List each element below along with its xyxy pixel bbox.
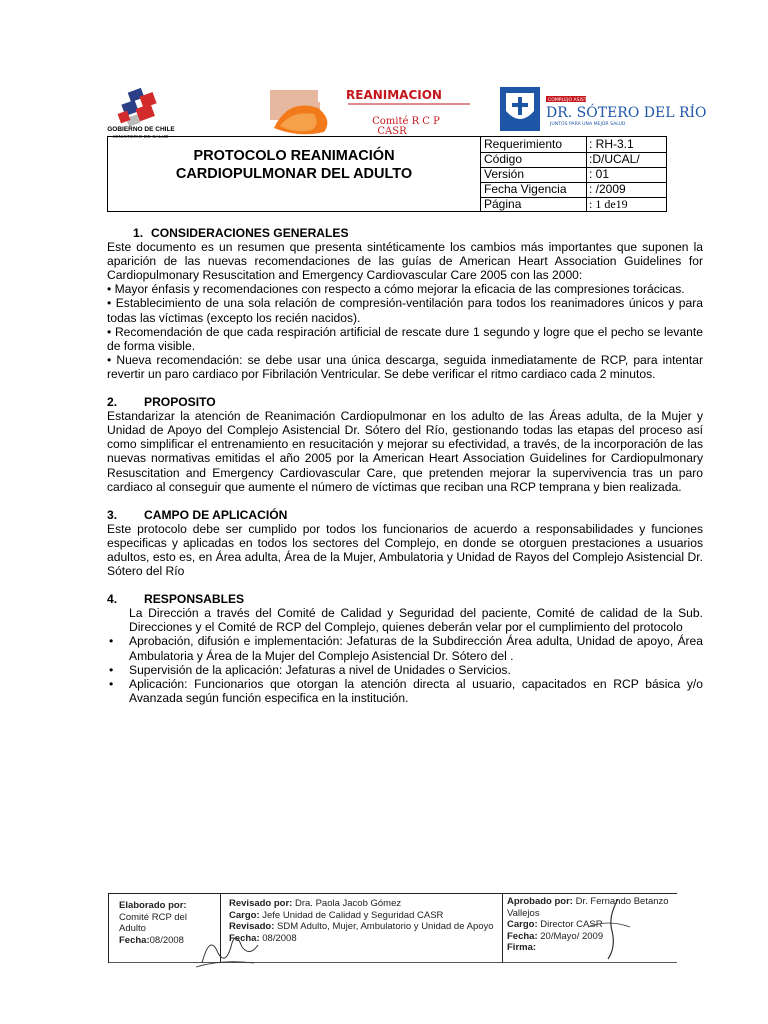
- elaborado-fecha: 08/2008: [149, 934, 184, 946]
- section-title: CONSIDERACIONES GENERALES: [151, 226, 349, 240]
- rean-line2: Comité R C P: [372, 116, 440, 127]
- revisado-cargo: Jefe Unidad de Calidad y Seguridad CASR: [259, 909, 444, 921]
- bullet-text: Aplicación: Funcionarios que otorgan la atención directa al usuario, capacitados en RCP básica y/o Avanzada según función especifica en la institución.: [129, 676, 703, 705]
- section-heading: [107, 592, 703, 606]
- meta-value: : /2009: [589, 182, 626, 196]
- page-number: : 1 de19: [589, 197, 628, 211]
- gov-line2: MINISTERIO DE SALUD: [113, 134, 169, 139]
- aprobado-name: Dr. Fernando Betanzo Vallejos: [507, 896, 669, 919]
- revisado-label: Revisado por:: [229, 898, 293, 909]
- bullet-dot: •: [109, 676, 114, 691]
- meta-row: [481, 197, 667, 212]
- paragraph: Este documento es un resumen que presenta sintéticamente los cambios más importantes que suponen la aparición de las nuevas recomendaciones de las guías de American Heart Association Guidelines for Cardiopulmonary Resuscitation and Emergency Cardiovascular Care 2005 con las 2000:: [107, 240, 703, 283]
- elaborado-fecha-label: Fecha:: [119, 934, 150, 946]
- bullet-dot: •: [109, 662, 114, 677]
- aprobado-label: Aprobado por:: [507, 896, 573, 907]
- reanimacion-logo: [258, 88, 476, 138]
- hosp-tag: JUNTOS PARA UNA MEJOR SALUD: [550, 122, 626, 127]
- meta-label: Código: [484, 152, 523, 166]
- rean-line3: CASR: [377, 126, 407, 137]
- aprobado-cargo: Director CASR: [537, 919, 603, 930]
- bullet-item: [107, 634, 703, 662]
- document-body: [107, 226, 703, 705]
- meta-row: [481, 137, 667, 153]
- section-heading: [107, 226, 703, 240]
- bullet-item: [107, 663, 703, 677]
- signature-scribble: [578, 897, 638, 961]
- title-line2: CARDIOPULMONAR DEL ADULTO: [175, 166, 413, 182]
- elaborado-label: Elaborado por:: [119, 900, 187, 911]
- meta-label: Página: [484, 197, 522, 211]
- elaborado-line2: Adulto: [119, 923, 146, 934]
- section-number: 4.: [107, 592, 118, 607]
- bullet-item: • Nueva recomendación: se debe usar una única descarga, seguida inmediatamente de RCP, para intentar revertir un paro cardiaco por Fibrilación Ventricular. Se debe verificar el ritmo cardiaco cada 2 minutos.: [107, 352, 703, 381]
- hosp-name: DR. SÓTERO DEL RÍO: [546, 105, 707, 121]
- bullet-item: [107, 677, 703, 705]
- section-title: RESPONSABLES: [144, 592, 245, 607]
- paragraph: Estandarizar la atención de Reanimación Cardiopulmonar en los adulto de las Áreas adulta, de la Mujer y Unidad de Apoyo del Complejo Asistencial Dr. Sótero del Río, gestionando todas las etapas del proceso así como simplificar el entrenamiento en resucitación y mejorar su efectividad, a través, de la incorporación de las nuevas normativas emitidas el año 2005 por la American Heart Association Guidelines for Cardiopulmonary Resuscitation and Emergency Cardiovascular Care, que pretenden mejorar la supervivencia tras un paro cardiaco al conseguir que aumente el número de víctimas que reciban una RCP temprana y bien realizada.: [107, 409, 703, 494]
- revisado-block: [220, 893, 503, 963]
- document-header: [107, 136, 667, 212]
- meta-label: Versión: [484, 167, 525, 181]
- meta-value: : 01: [589, 167, 610, 181]
- bullet-dot: •: [109, 634, 114, 649]
- bullet-item: • Mayor énfasis y recomendaciones con respecto a cómo mejorar la eficacia de las compresiones torácicas.: [107, 282, 685, 297]
- document-title: [108, 147, 480, 183]
- revisado2-label: Revisado:: [229, 921, 275, 932]
- aprobado-cargo-label: Cargo:: [507, 919, 538, 930]
- paragraph: Este protocolo debe ser cumplido por todos los funcionarios de acuerdo a responsabilidades y funciones especificas y aplicadas en todos los sectores del Complejo, en donde se otorguen prestaciones a usuarios adultos, esto es, en Área adulta, Área de la Mujer, Ambulatoria y Unidad de Rayos del Complejo Asistencial Dr. Sótero del Río: [107, 521, 703, 579]
- section-title: PROPOSITO: [144, 395, 216, 410]
- revisado-cargo-label: Cargo:: [229, 909, 260, 921]
- meta-label: Fecha Vigencia: [484, 182, 567, 196]
- revisado-fecha-label: Fecha:: [229, 932, 260, 944]
- aprobado-fecha: 20/Mayo/ 2009: [537, 930, 604, 942]
- aprobado-firma-label: Firma:: [507, 942, 537, 953]
- section-number: 3.: [107, 507, 118, 522]
- revisado-name: Dra. Paola Jacob Gómez: [292, 898, 402, 909]
- signature-scribble: [192, 923, 262, 971]
- sotero-del-rio-logo: [500, 87, 707, 131]
- aprobado-fecha-label: Fecha:: [507, 930, 538, 942]
- meta-value: : RH-3.1: [589, 137, 634, 151]
- meta-value: :D/UCAL/: [589, 152, 640, 166]
- bullet-text: Supervisión de la aplicación: Jefaturas a nivel de Unidades o Servicios.: [129, 662, 511, 677]
- bullet-item: • Recomendación de que cada respiración artificial de rescate dure 1 segundo y logre que el pecho se levante de forma visible.: [107, 324, 703, 353]
- meta-label: Requerimiento: [484, 137, 563, 151]
- gov-line1: GOBIERNO DE CHILE: [107, 126, 175, 133]
- bullet-item: • Establecimiento de una sola relación de compresión-ventilación para todos los reanimadores únicos y para todas las víctimas (excepto los recién nacidos).: [107, 296, 703, 325]
- meta-row: [481, 182, 667, 198]
- section-heading: [107, 508, 703, 522]
- meta-row: [481, 167, 667, 183]
- title-line1: PROTOCOLO REANIMACIÓN: [193, 148, 395, 164]
- rean-title: REANIMACION: [346, 88, 442, 102]
- section-heading: [107, 395, 703, 409]
- signature-footer: [108, 893, 676, 963]
- section-number: 2.: [107, 395, 118, 410]
- meta-row: [481, 152, 667, 168]
- paragraph: La Dirección a través del Comité de Calidad y Seguridad del paciente, Comité de calidad de la Sub. Direcciones y el Comité de RCP del Complejo, quienes deberán velar por el cumplimiento del protocolo: [129, 606, 703, 635]
- bullet-text: Aprobación, difusión e implementación: Jefaturas de la Subdirección Área adulta, Unidad de apoyo, Área Ambulatoria y Área de la Mujer del Complejo Asistencial Dr. Sótero del .: [129, 634, 703, 663]
- hosp-small: COMPLEJO ASISTENCIAL: [548, 98, 604, 103]
- section-number: 1.: [133, 226, 144, 240]
- section-title: CAMPO DE APLICACIÓN: [144, 507, 288, 522]
- elaborado-line1: Comité RCP del: [119, 911, 187, 923]
- revisado2-text: SDM Adulto, Mujer, Ambulatorio y Unidad de Apoyo: [274, 921, 494, 932]
- revisado-fecha: 08/2008: [259, 932, 297, 944]
